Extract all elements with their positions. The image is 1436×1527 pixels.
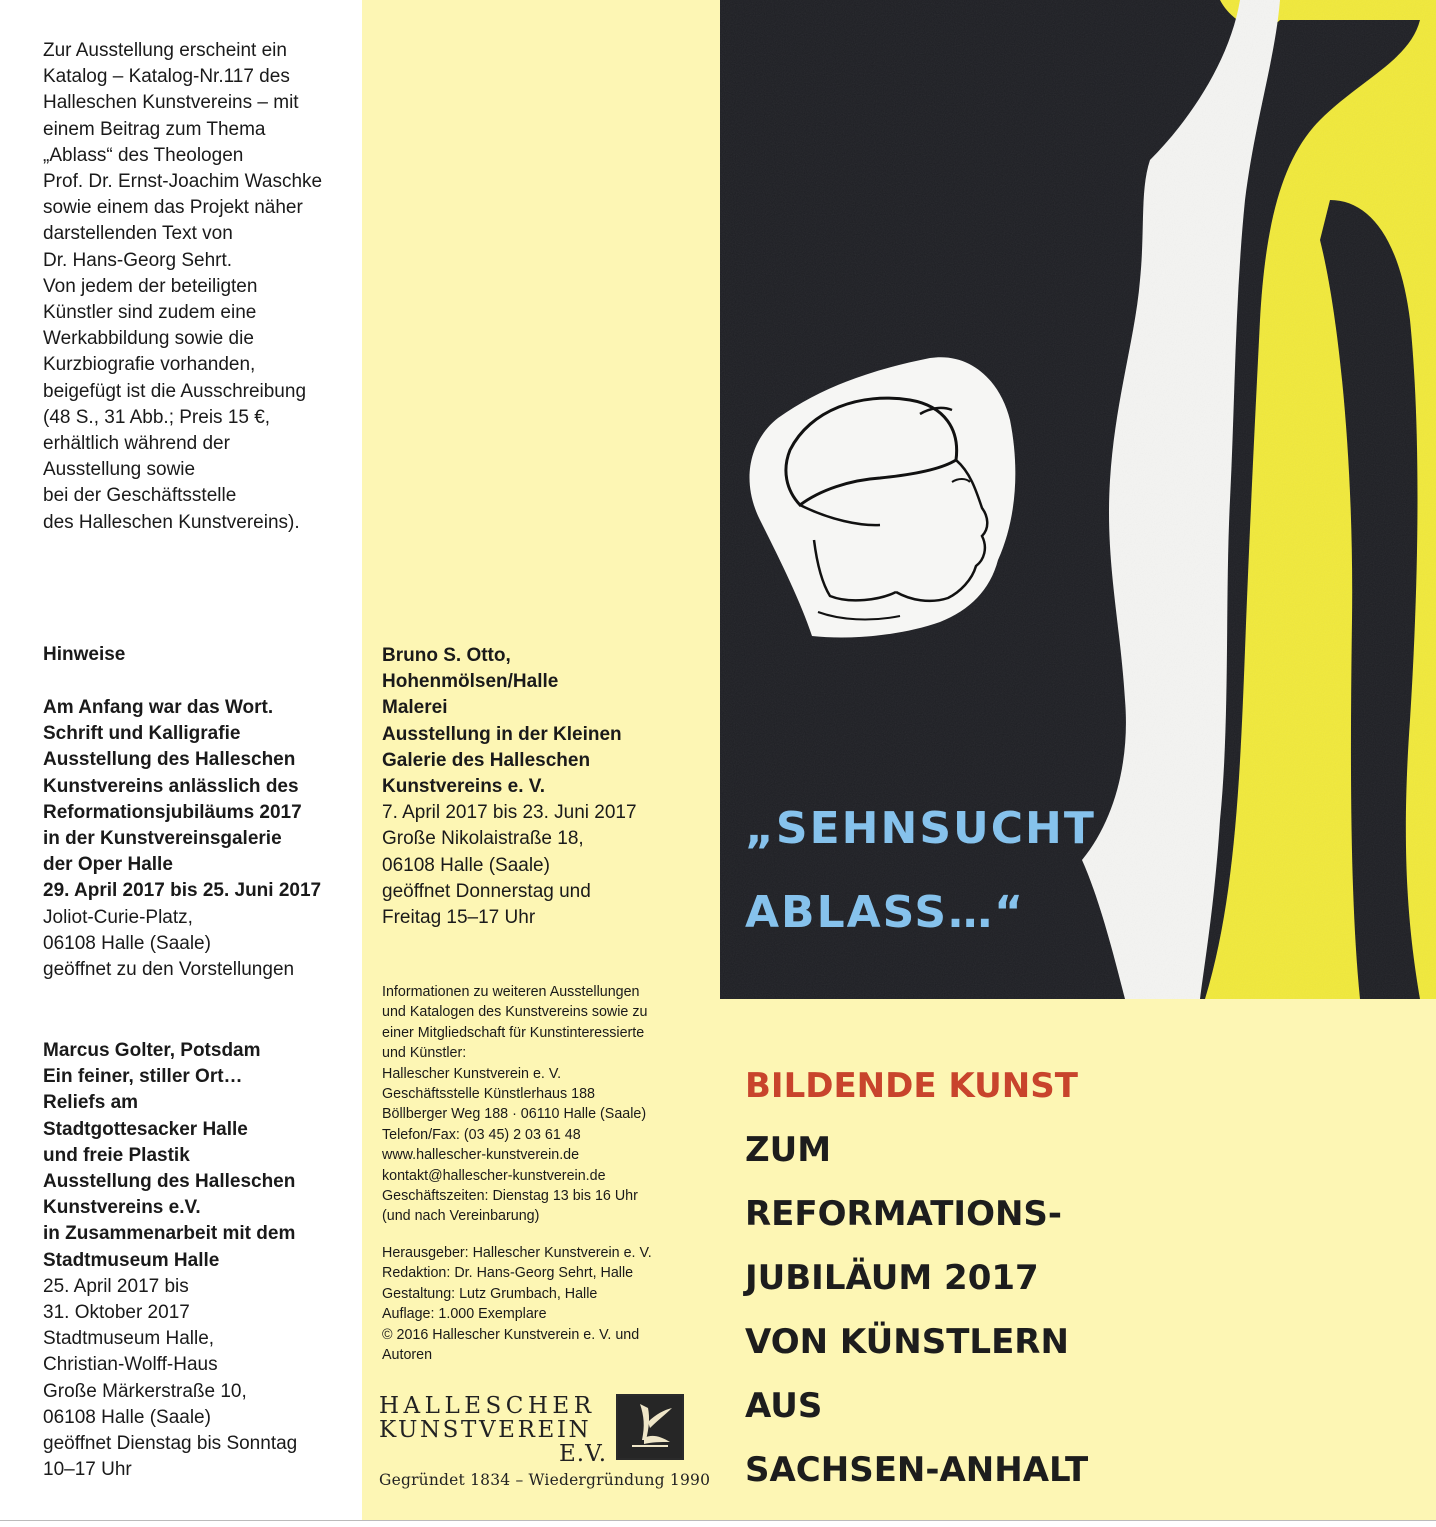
event-title-line: Kunstvereins e.V. [43, 1197, 201, 1219]
event-title-line: Bruno S. Otto, [382, 645, 511, 666]
event-title-line: in der Kunstvereinsgalerie [43, 828, 282, 850]
cover-quote-line2: ABLASS…“ [745, 887, 1025, 938]
event-detail-line: 06108 Halle (Saale) [43, 932, 211, 954]
headline-bildende-kunst: BILDENDE KUNST [745, 1066, 1078, 1106]
event-detail-line: Große Nikolaistraße 18, [382, 828, 584, 850]
catalog-line: Künstler sind zudem eine [43, 302, 257, 324]
event-title-line: Am Anfang war das Wort. [43, 697, 274, 718]
catalog-line: Von jedem der beteiligten [43, 275, 258, 297]
event-title-line: Kunstvereins anlässlich des [43, 775, 299, 797]
catalog-line: Prof. Dr. Ernst-Joachim Waschke [43, 171, 323, 193]
event-detail-line: geöffnet zu den Vorstellungen [43, 959, 295, 981]
catalog-line: Katalog – Katalog-Nr.117 des [43, 66, 290, 88]
info-line: Hallescher Kunstverein e. V. [382, 1065, 562, 1082]
info-paragraph [382, 982, 712, 1227]
event-detail-line: 31. Oktober 2017 [43, 1302, 190, 1324]
catalog-line: beigefügt ist die Ausschreibung [43, 380, 307, 402]
logo-mark-icon [616, 1394, 684, 1460]
event-detail-line: 06108 Halle (Saale) [382, 854, 550, 876]
event-detail-line: 25. April 2017 bis [43, 1275, 189, 1297]
event-detail-line: geöffnet Dienstag bis Sonntag [43, 1433, 298, 1455]
cover-quote-line1: „SEHNSUCHT [745, 803, 1096, 854]
catalog-line: Dr. Hans-Georg Sehrt. [43, 249, 233, 271]
headline-line: ZUM [745, 1130, 832, 1170]
website-link[interactable]: www.hallescher-kunstverein.de [382, 1147, 580, 1164]
event-title-line: Ausstellung des Halleschen [43, 749, 296, 771]
info-line: Geschäftsstelle Künstlerhaus 188 [382, 1086, 595, 1103]
headline-line: REFORMATIONS- [745, 1194, 1063, 1234]
catalog-line: Zur Ausstellung erscheint ein [43, 40, 287, 61]
email-link[interactable]: kontakt@hallescher-kunstverein.de [382, 1167, 606, 1184]
event-detail-line: 10–17 Uhr [43, 1459, 132, 1481]
info-line: Böllberger Weg 188 · 06110 Halle (Saale) [382, 1106, 647, 1123]
event-title-line: Malerei [382, 697, 448, 719]
imprint-line: Redaktion: Dr. Hans-Georg Sehrt, Halle [382, 1265, 634, 1282]
event-detail-line: Freitag 15–17 Uhr [382, 907, 536, 929]
event-title-line: Reliefs am [43, 1092, 139, 1114]
event-schrift-kalligrafie [43, 695, 353, 983]
logo-line-ev: E.V. [559, 1441, 608, 1467]
event-detail-line: Christian-Wolff-Haus [43, 1354, 218, 1376]
imprint-line: Gestaltung: Lutz Grumbach, Halle [382, 1285, 598, 1302]
event-detail-line: 06108 Halle (Saale) [43, 1406, 211, 1428]
imprint-line: Auflage: 1.000 Exemplare [382, 1306, 547, 1323]
logo-line-hallescher: HALLESCHER [379, 1393, 596, 1419]
event-title-line: Marcus Golter, Potsdam [43, 1040, 261, 1061]
event-title-line: Ein feiner, stiller Ort… [43, 1066, 243, 1088]
event-detail-line: Joliot-Curie-Platz, [43, 906, 193, 928]
catalog-line: sowie einem das Projekt näher [43, 197, 303, 219]
headline-line: SACHSEN-ANHALT [745, 1450, 1089, 1490]
info-line: Informationen zu weiteren Ausstellungen [382, 984, 640, 1000]
catalog-line: Werkabbildung sowie die [43, 328, 254, 350]
event-title-line: in Zusammenarbeit mit dem [43, 1223, 296, 1245]
logo-line-kunstverein: KUNSTVEREIN [379, 1417, 592, 1443]
info-line: Telefon/Fax: (03 45) 2 03 61 48 [382, 1126, 581, 1143]
info-line: (und nach Vereinbarung) [382, 1208, 540, 1225]
event-title-line: und freie Plastik [43, 1144, 190, 1166]
catalog-line: (48 S., 31 Abb.; Preis 15 €, [43, 406, 271, 428]
event-title-line: Reformationsjubiläums 2017 [43, 801, 302, 823]
event-title-line: Galerie des Halleschen [382, 749, 591, 771]
event-title-line: Hohenmölsen/Halle [382, 671, 559, 693]
event-otto [382, 643, 712, 931]
event-date-line: 29. April 2017 bis 25. Juni 2017 [43, 880, 322, 902]
event-title-line: Stadtmuseum Halle [43, 1249, 220, 1271]
catalog-line: „Ablass“ des Theologen [43, 144, 244, 166]
catalog-line: einem Beitrag zum Thema [43, 118, 266, 140]
event-detail-line: Stadtmuseum Halle, [43, 1328, 215, 1350]
catalog-line: bei der Geschäftsstelle [43, 485, 237, 507]
catalog-line: erhältlich während der [43, 433, 230, 455]
event-golter [43, 1038, 353, 1483]
headline-line: JUBILÄUM 2017 [745, 1258, 1039, 1298]
event-title-line: Stadtgottesacker Halle [43, 1118, 248, 1140]
event-title-line: Schrift und Kalligrafie [43, 723, 241, 745]
event-detail-line: 7. April 2017 bis 23. Juni 2017 [382, 802, 637, 824]
imprint-paragraph [382, 1243, 712, 1365]
event-title-line: Kunstvereins e. V. [382, 776, 545, 798]
imprint-line: Herausgeber: Hallescher Kunstverein e. V. [382, 1245, 652, 1261]
catalog-line: Kurzbiografie vorhanden, [43, 354, 256, 376]
headline-line: AUS [745, 1386, 823, 1426]
logo-tagline: Gegründet 1834 – Wiedergründung 1990 [379, 1471, 711, 1489]
event-detail-line: Große Märkerstraße 10, [43, 1380, 247, 1402]
headline-line: VON KÜNSTLERN [745, 1322, 1069, 1362]
event-title-line: Ausstellung in der Kleinen [382, 723, 622, 745]
imprint-line: © 2016 Hallescher Kunstverein e. V. und [382, 1326, 640, 1343]
catalog-paragraph [43, 38, 353, 536]
event-title-line: Ausstellung des Halleschen [43, 1171, 296, 1193]
hinweise-section [43, 642, 353, 668]
info-line: Geschäftszeiten: Dienstag 13 bis 16 Uhr [382, 1188, 638, 1205]
catalog-line: des Halleschen Kunstvereins). [43, 511, 300, 533]
event-title-line: der Oper Halle [43, 854, 173, 876]
imprint-line: Autoren [382, 1347, 433, 1364]
catalog-line: darstellenden Text von [43, 223, 233, 245]
catalog-line: Ausstellung sowie [43, 459, 196, 481]
info-line: und Katalogen des Kunstvereins sowie zu [382, 1004, 648, 1021]
info-line: und Künstler: [382, 1045, 467, 1062]
hinweise-heading: Hinweise [43, 644, 126, 665]
event-detail-line: geöffnet Donnerstag und [382, 880, 591, 902]
info-line: einer Mitgliedschaft für Kunstinteressierte [382, 1024, 645, 1041]
catalog-line: Halleschen Kunstvereins – mit [43, 92, 299, 114]
